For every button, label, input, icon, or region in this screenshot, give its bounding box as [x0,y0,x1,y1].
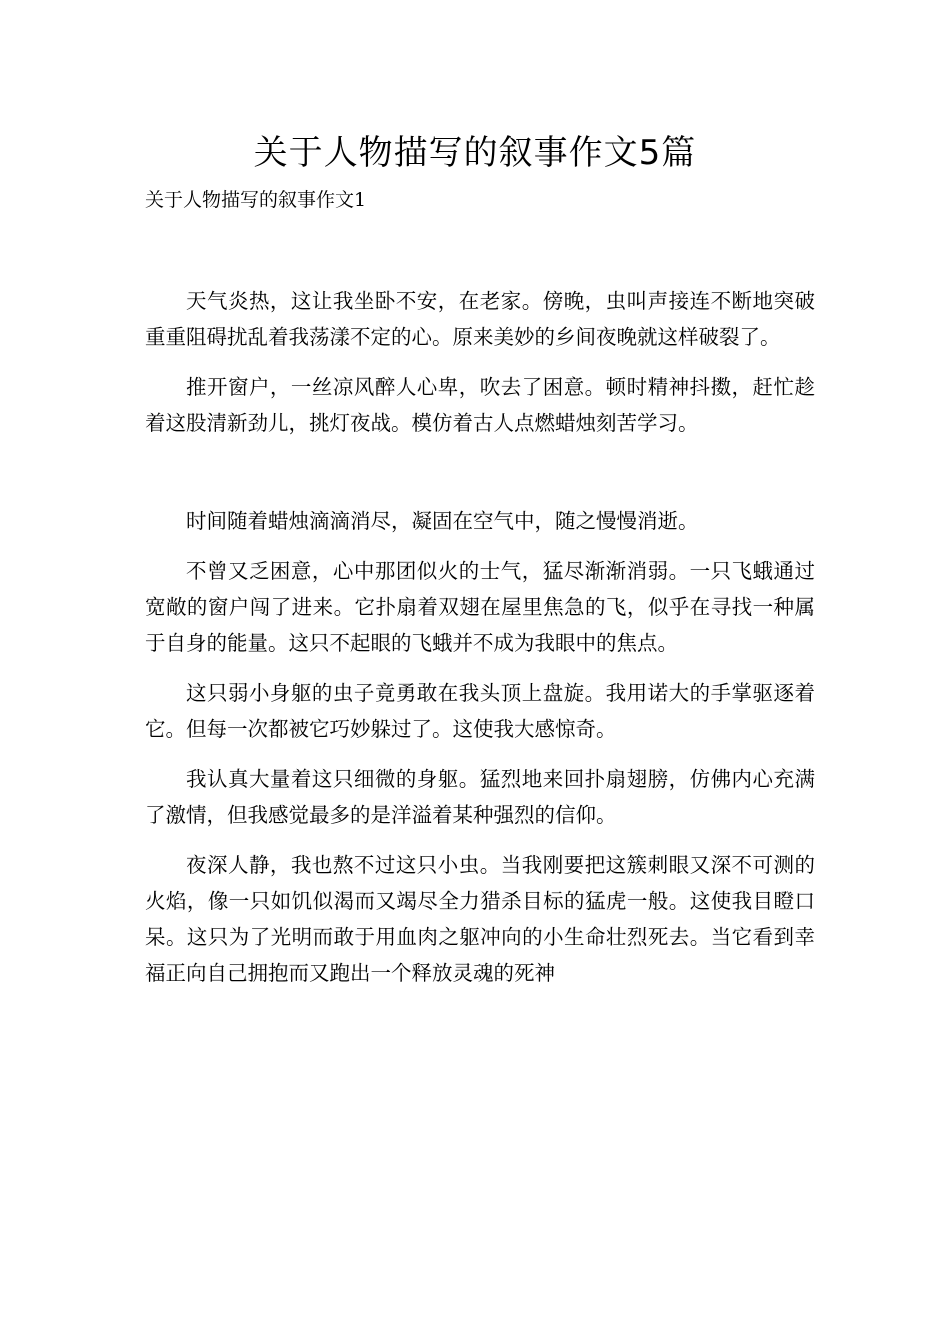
document-body [145,283,815,991]
paragraph: 夜深人静，我也熬不过这只小虫。当我刚要把这簇刺眼又深不可测的火焰，像一只如饥似渴而又竭尽全力猎杀目标的猛虎一般。这使我目瞪口呆。这只为了光明而敢于用血肉之躯冲向的小生命壮烈死去。当它看到幸福正向自己拥抱而又跑出一个释放灵魂的死神 [145,853,815,985]
paragraph: 我认真大量着这只细微的身躯。猛烈地来回扑扇翅膀，仿佛内心充满了激情，但我感觉最多的是洋溢着某种强烈的信仰。 [145,767,815,827]
paragraph: 天气炎热，这让我坐卧不安，在老家。傍晚，虫叫声接连不断地突破重重阻碍扰乱着我荡漾不定的心。原来美妙的乡间夜晚就这样破裂了。 [145,289,815,349]
paragraph: 推开窗户，一丝凉风醉人心卑，吹去了困意。顿时精神抖擞，赶忙趁着这股清新劲儿，挑灯夜战。模仿着古人点燃蜡烛刻苦学习。 [145,375,815,435]
paragraph: 不曾又乏困意，心中那团似火的士气，猛尽渐渐消弱。一只飞蛾通过宽敞的窗户闯了进来。它扑扇着双翅在屋里焦急的飞，似乎在寻找一种属于自身的能量。这只不起眼的飞蛾并不成为我眼中的焦点。 [145,559,815,655]
document-title: 关于人物描写的叙事作文5篇 [253,133,697,173]
paragraph: 这只弱小身躯的虫子竟勇敢在我头顶上盘旋。我用诺大的手掌驱逐着它。但每一次都被它巧妙躲过了。这使我大感惊奇。 [145,681,815,741]
paragraph: 时间随着蜡烛滴滴消尽，凝固在空气中，随之慢慢消逝。 [186,509,699,533]
section-subtitle: 关于人物描写的叙事作文1 [145,189,367,211]
